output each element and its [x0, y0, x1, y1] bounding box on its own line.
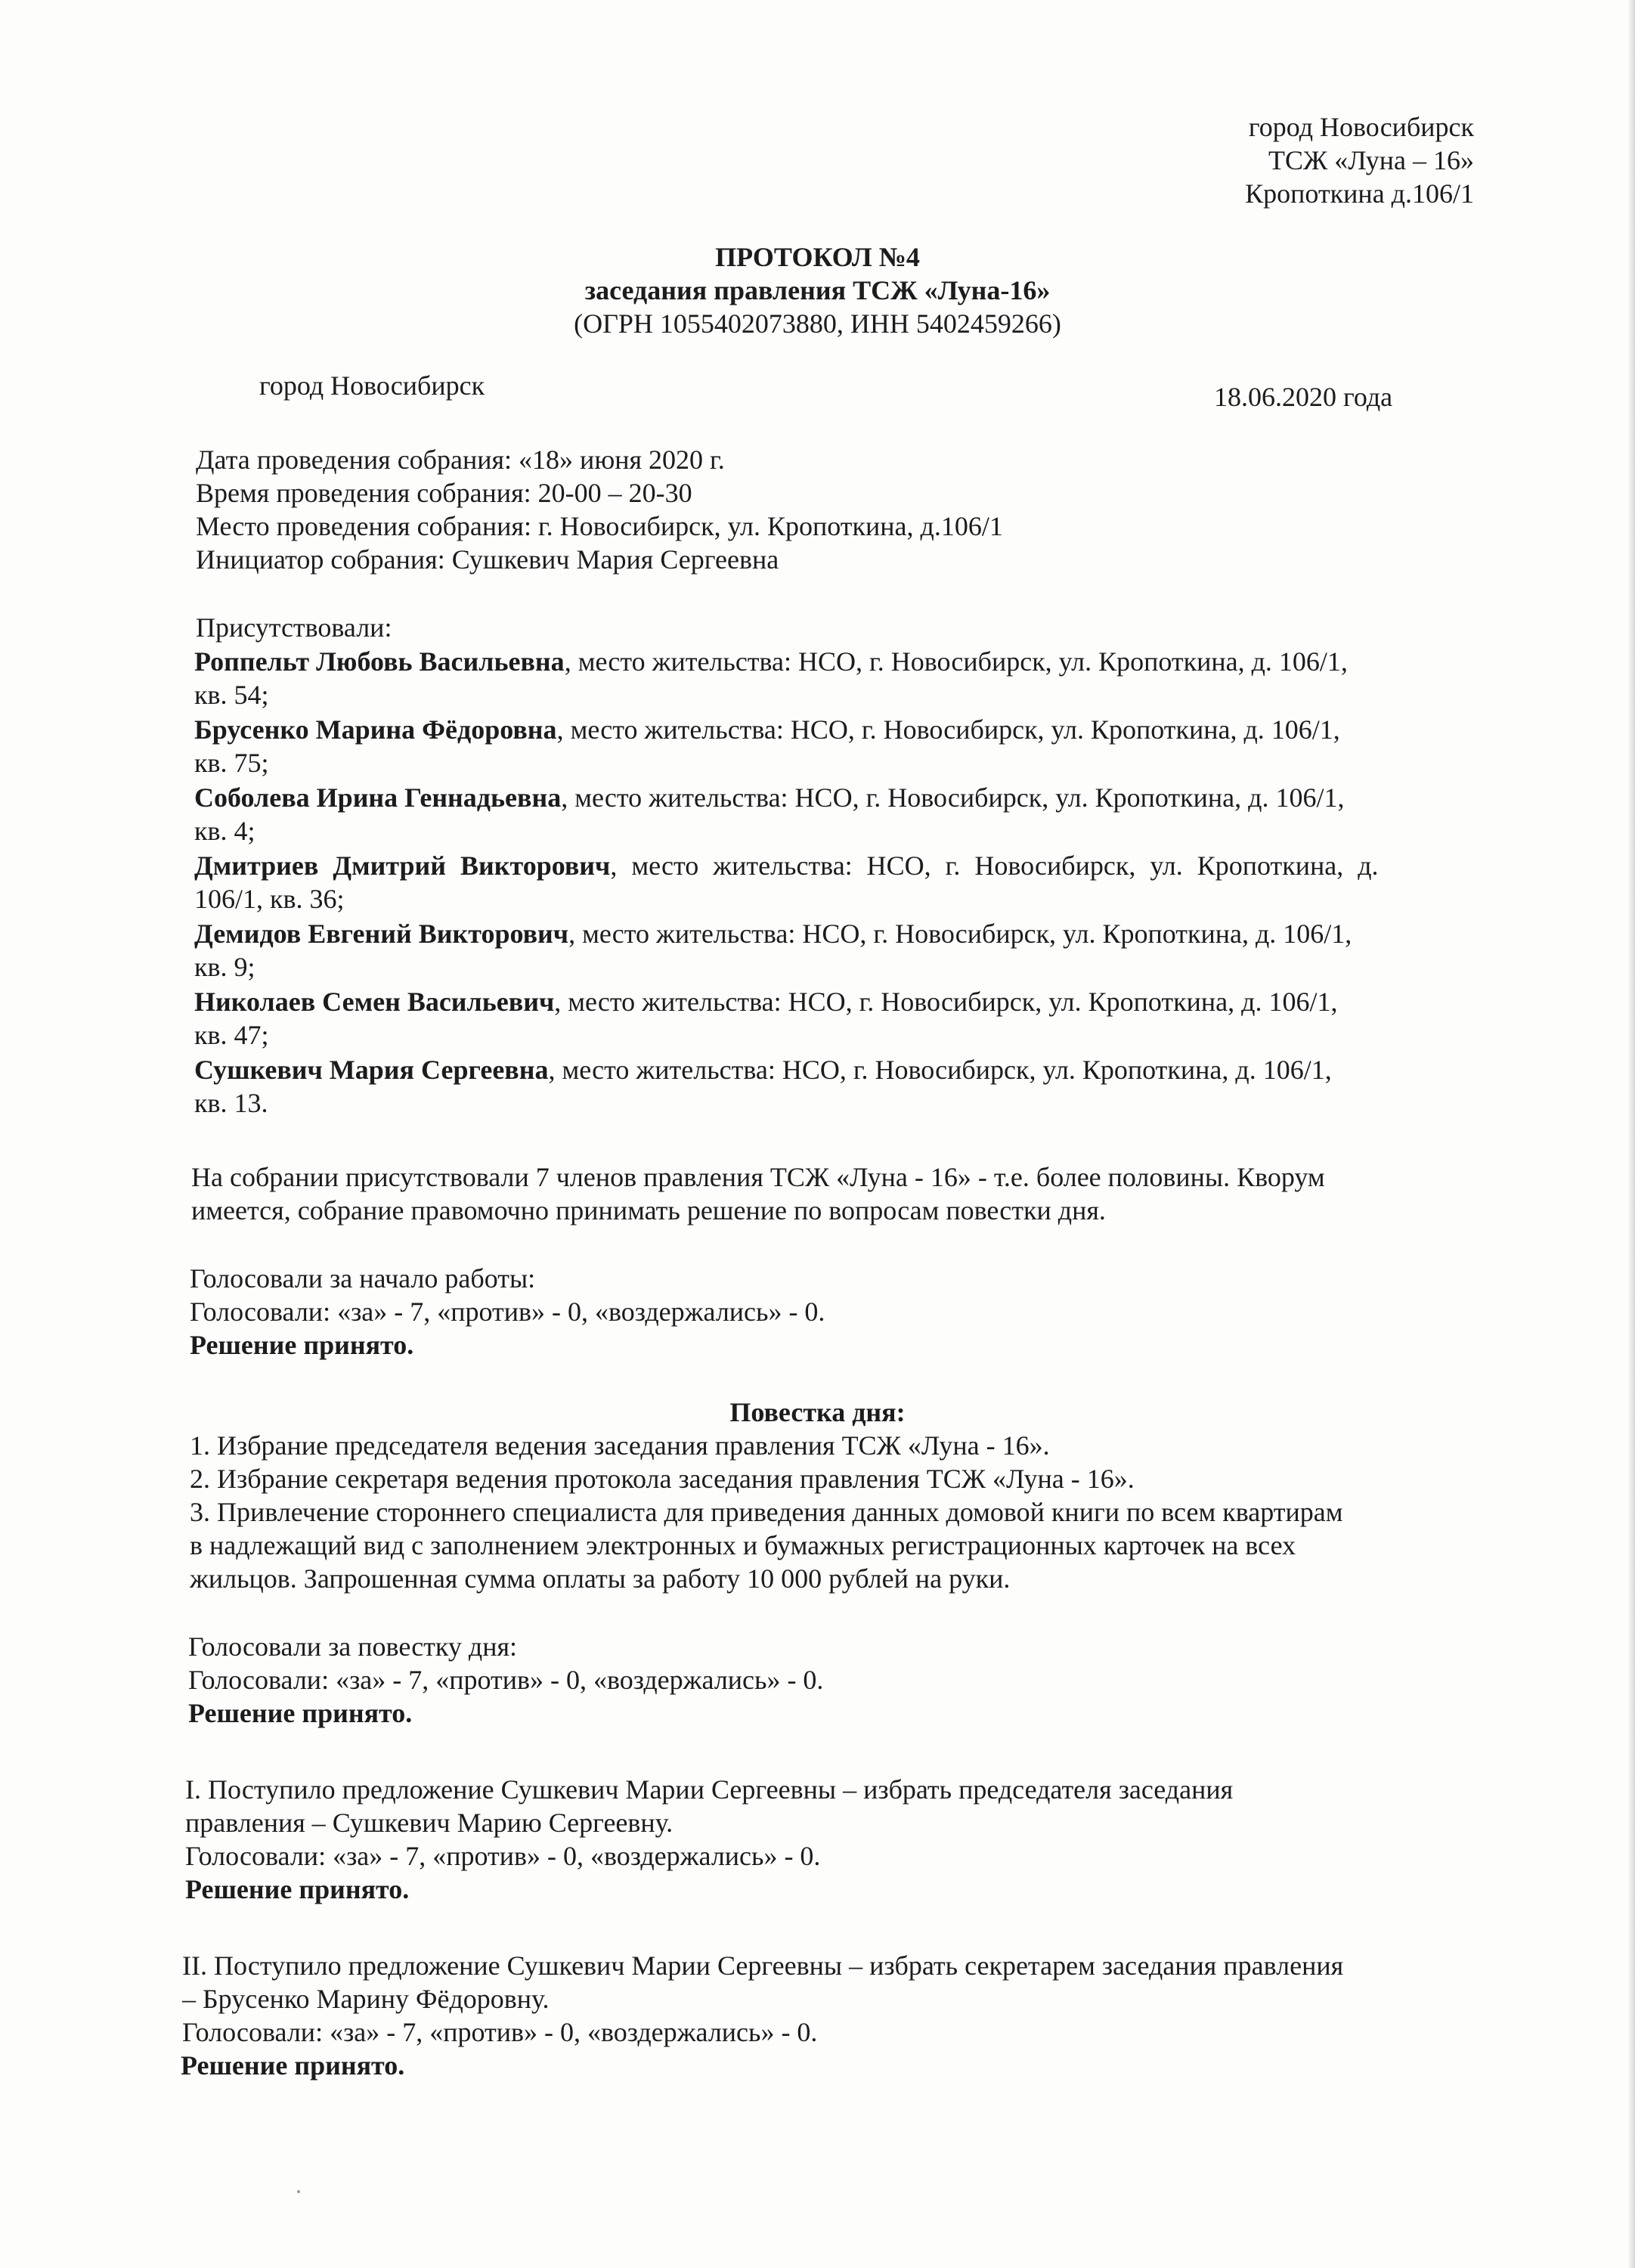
attendee-address: , место жительства: НСО, г. Новосибирск, ул. Кропоткина, д. — [610, 850, 1379, 881]
attendee-name: Николаев Семен Васильевич — [194, 987, 555, 1017]
attendee-name: Дмитриев Дмитрий Викторович — [194, 850, 611, 881]
place-city: город Новосибирск — [259, 370, 485, 401]
protocol-title: ПРОТОКОЛ №4 — [715, 242, 920, 272]
section-1-line-1: I. Поступило предложение Сушкевич Марии Сергеевны – избрать председателя заседания — [185, 1774, 1234, 1805]
attendee-name: Соболева Ирина Геннадьевна — [194, 782, 562, 813]
attendee-1 — [194, 645, 1348, 678]
meeting-place: Место проведения собрания: г. Новосибирск, ул. Кропоткина, д.106/1 — [196, 511, 1003, 541]
attendee-name: Брусенко Марина Фёдоровна — [194, 714, 557, 745]
protocol-subtitle: заседания правления ТСЖ «Луна-16» — [584, 275, 1051, 305]
attendee-5 — [194, 917, 1352, 950]
meeting-date: Дата проведения собрания: «18» июня 2020 г. — [196, 445, 725, 475]
agenda-heading: Повестка дня: — [729, 1397, 906, 1427]
attendee-address: , место жительства: НСО, г. Новосибирск, ул. Кропоткина, д. 106/1, — [548, 1055, 1332, 1085]
vote-start-decision: Решение принято. — [190, 1330, 414, 1360]
attendee-2 — [194, 713, 1340, 746]
vote-agenda-decision: Решение принято. — [188, 1698, 413, 1728]
header-org: ТСЖ «Луна – 16» — [1268, 145, 1474, 175]
attendee-4-apartment: 106/1, кв. 36; — [194, 884, 345, 914]
attendee-address: , место жительства: НСО, г. Новосибирск, ул. Кропоткина, д. 106/1, — [564, 646, 1348, 677]
section-1-line-2: правления – Сушкевич Марию Сергеевну. — [185, 1808, 674, 1838]
header-city: город Новосибирск — [1248, 112, 1474, 142]
vote-agenda-label: Голосовали за повестку дня: — [188, 1631, 518, 1662]
attendee-6 — [194, 985, 1337, 1018]
agenda-item-3-line-2: в надлежащий вид с заполнением электронных и бумажных регистрационных карточек на всех — [190, 1530, 1296, 1560]
attendee-7 — [194, 1053, 1332, 1086]
agenda-item-2: 2. Избрание секретаря ведения протокола заседания правления ТСЖ «Луна - 16». — [190, 1464, 1135, 1494]
section-2-line-2: – Брусенко Марину Фёдоровну. — [182, 1984, 550, 2014]
agenda-item-3-line-1: 3. Привлечение стороннего специалиста для приведения данных домовой книги по всем квартирам — [190, 1497, 1343, 1527]
section-1-decision: Решение принято. — [185, 1874, 410, 1904]
attendee-7-apartment: кв. 13. — [194, 1088, 268, 1118]
scan-edge — [1627, 0, 1635, 2268]
attendee-name: Сушкевич Мария Сергеевна — [194, 1055, 549, 1085]
section-2-decision: Решение принято. — [181, 2050, 405, 2081]
vote-start-result: Голосовали: «за» - 7, «против» - 0, «воздержались» - 0. — [190, 1297, 825, 1327]
attendee-address: , место жительства: НСО, г. Новосибирск, ул. Кропоткина, д. 106/1, — [561, 782, 1345, 813]
vote-start-label: Голосовали за начало работы: — [190, 1263, 536, 1294]
attendee-name: Роппельт Любовь Васильевна — [194, 646, 565, 677]
attendee-address: , место жительства: НСО, г. Новосибирск, ул. Кропоткина, д. 106/1, — [568, 919, 1352, 949]
place-date: 18.06.2020 года — [1214, 382, 1393, 412]
agenda-item-3-line-3: жильцов. Запрошенная сумма оплаты за работу 10 000 рублей на руки. — [190, 1563, 1011, 1594]
meeting-initiator: Инициатор собрания: Сушкевич Мария Сергеевна — [196, 544, 779, 575]
section-2-line-1: II. Поступило предложение Сушкевич Марии Сергеевны – избрать секретарем заседания правления — [182, 1950, 1344, 1981]
attendee-1-apartment: кв. 54; — [194, 680, 269, 710]
attendee-4 — [194, 849, 1379, 882]
protocol-ids: (ОГРН 1055402073880, ИНН 5402459266) — [574, 308, 1061, 339]
attendee-6-apartment: кв. 47; — [194, 1020, 269, 1050]
header-address: Кропоткина д.106/1 — [1245, 178, 1474, 209]
attendee-5-apartment: кв. 9; — [194, 952, 255, 982]
attendee-3-apartment: кв. 4; — [194, 816, 255, 846]
section-1-result: Голосовали: «за» - 7, «против» - 0, «воздержались» - 0. — [185, 1841, 821, 1871]
scan-speck — [297, 2190, 300, 2193]
attendee-2-apartment: кв. 75; — [194, 748, 269, 778]
quorum-line-1: На собрании присутствовали 7 членов правления ТСЖ «Луна - 16» - т.е. более половины. Кворум — [191, 1162, 1325, 1192]
agenda-item-1: 1. Избрание председателя ведения заседания правления ТСЖ «Луна - 16». — [190, 1430, 1050, 1461]
section-2-result: Голосовали: «за» - 7, «против» - 0, «воздержались» - 0. — [182, 2017, 818, 2047]
vote-agenda-result: Голосовали: «за» - 7, «против» - 0, «воздержались» - 0. — [188, 1665, 824, 1695]
meeting-time: Время проведения собрания: 20-00 – 20-30 — [196, 478, 692, 508]
attendee-name: Демидов Евгений Викторович — [194, 919, 569, 949]
attendee-address: , место жительства: НСО, г. Новосибирск, ул. Кропоткина, д. 106/1, — [554, 987, 1338, 1017]
attendee-3 — [194, 781, 1344, 814]
attendee-address: , место жительства: НСО, г. Новосибирск, ул. Кропоткина, д. 106/1, — [556, 714, 1340, 745]
attendees-label: Присутствовали: — [196, 612, 392, 643]
quorum-line-2: имеется, собрание правомочно принимать решение по вопросам повестки дня. — [191, 1195, 1106, 1225]
